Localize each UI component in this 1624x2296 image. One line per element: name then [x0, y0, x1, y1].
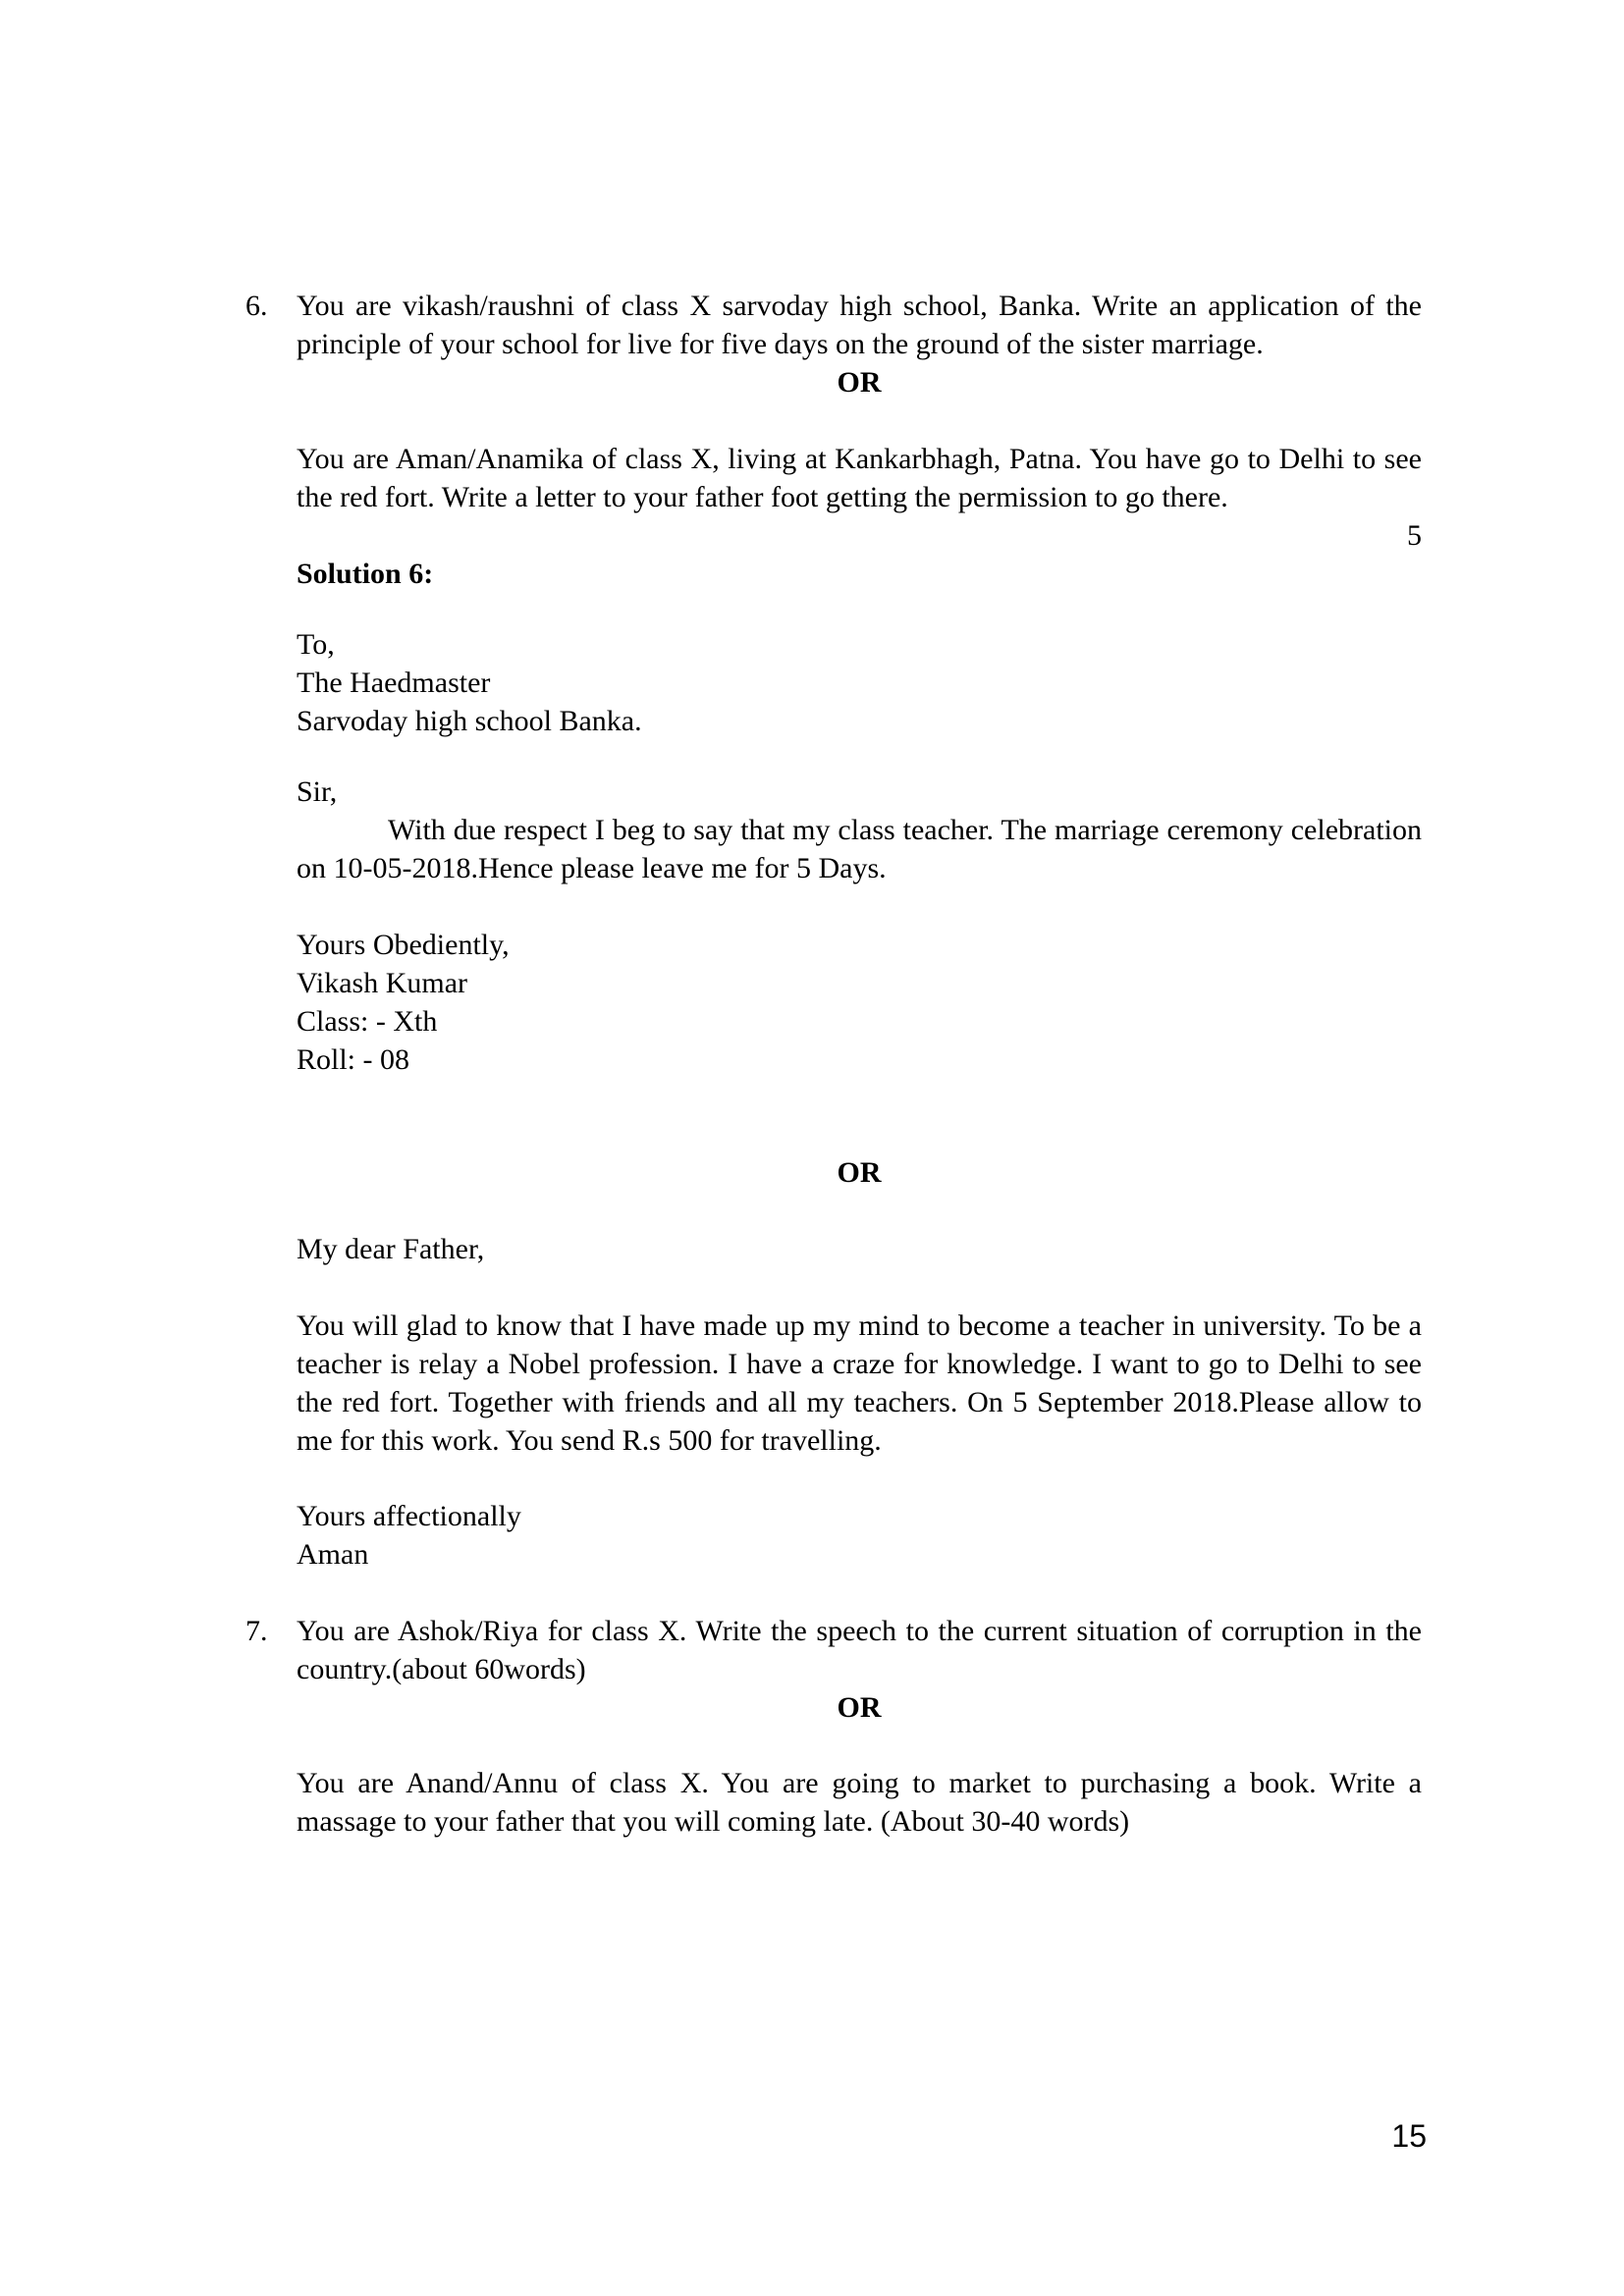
letter-1-signature-block	[297, 926, 1422, 1079]
or-divider-3: OR	[837, 1691, 882, 1724]
letter-1-recipient: The Haedmaster	[297, 667, 491, 699]
question-7-text: You are Ashok/Riya for class X. Write the speech to the current situation of corruption in the country.(about 60words)	[297, 1615, 1422, 1685]
letter-1-address-block	[297, 625, 1422, 740]
question-6-text: You are vikash/raushni of class X sarvoday high school, Banka. Write an application of the principle of your school for live for five days on the ground of the sister marriage.	[297, 290, 1422, 360]
letter-1-salutation: Sir,	[297, 775, 338, 808]
letter-1-class-line: Class: - Xth	[297, 1005, 438, 1038]
letter-1-to: To,	[297, 628, 335, 661]
marks-value: 5	[1407, 519, 1422, 552]
letter-1-closing: Yours Obediently,	[297, 929, 510, 961]
letter-2-signature-block	[297, 1497, 1422, 1574]
question-6	[245, 287, 1422, 363]
question-7-alt-text: You are Anand/Annu of class X. You are going to market to purchasing a book. Write a massage to your father that you will coming late. (About 30-40 words)	[297, 1767, 1422, 1838]
letter-1-school: Sarvoday high school Banka.	[297, 705, 642, 737]
question-7	[245, 1612, 1422, 1688]
page-content	[245, 287, 1422, 1841]
or-divider-1: OR	[837, 366, 882, 399]
page-number: 15	[1391, 2118, 1427, 2154]
letter-2-body: You will glad to know that I have made up my mind to become a teacher in university. To be a teacher is relay a Nobel profession. I have a craze for knowledge. I want to go to Delhi to see the red fort. Together with friends and all my teachers. On 5 September 2018.Please allow to me for this work. You send R.s 500 for travelling.	[297, 1309, 1422, 1457]
letter-1-roll-line: Roll: - 08	[297, 1043, 410, 1076]
letter-2-salutation: My dear Father,	[297, 1233, 485, 1265]
letter-2-name: Aman	[297, 1538, 369, 1571]
letter-1-body: With due respect I beg to say that my class teacher. The marriage ceremony celebration on 10-05-2018.Hence please leave me for 5 Days.	[297, 814, 1422, 884]
question-6-alt-text: You are Aman/Anamika of class X, living at Kankarbhagh, Patna. You have go to Delhi to see the red fort. Write a letter to your father foot getting the permission to go there.	[297, 443, 1422, 513]
or-divider-2: OR	[837, 1156, 882, 1189]
solution-6-heading: Solution 6:	[297, 558, 434, 590]
question-6-number: 6.	[245, 290, 268, 322]
letter-2-closing: Yours affectionally	[297, 1500, 521, 1532]
letter-1-name: Vikash Kumar	[297, 967, 467, 999]
question-7-number: 7.	[245, 1615, 268, 1647]
